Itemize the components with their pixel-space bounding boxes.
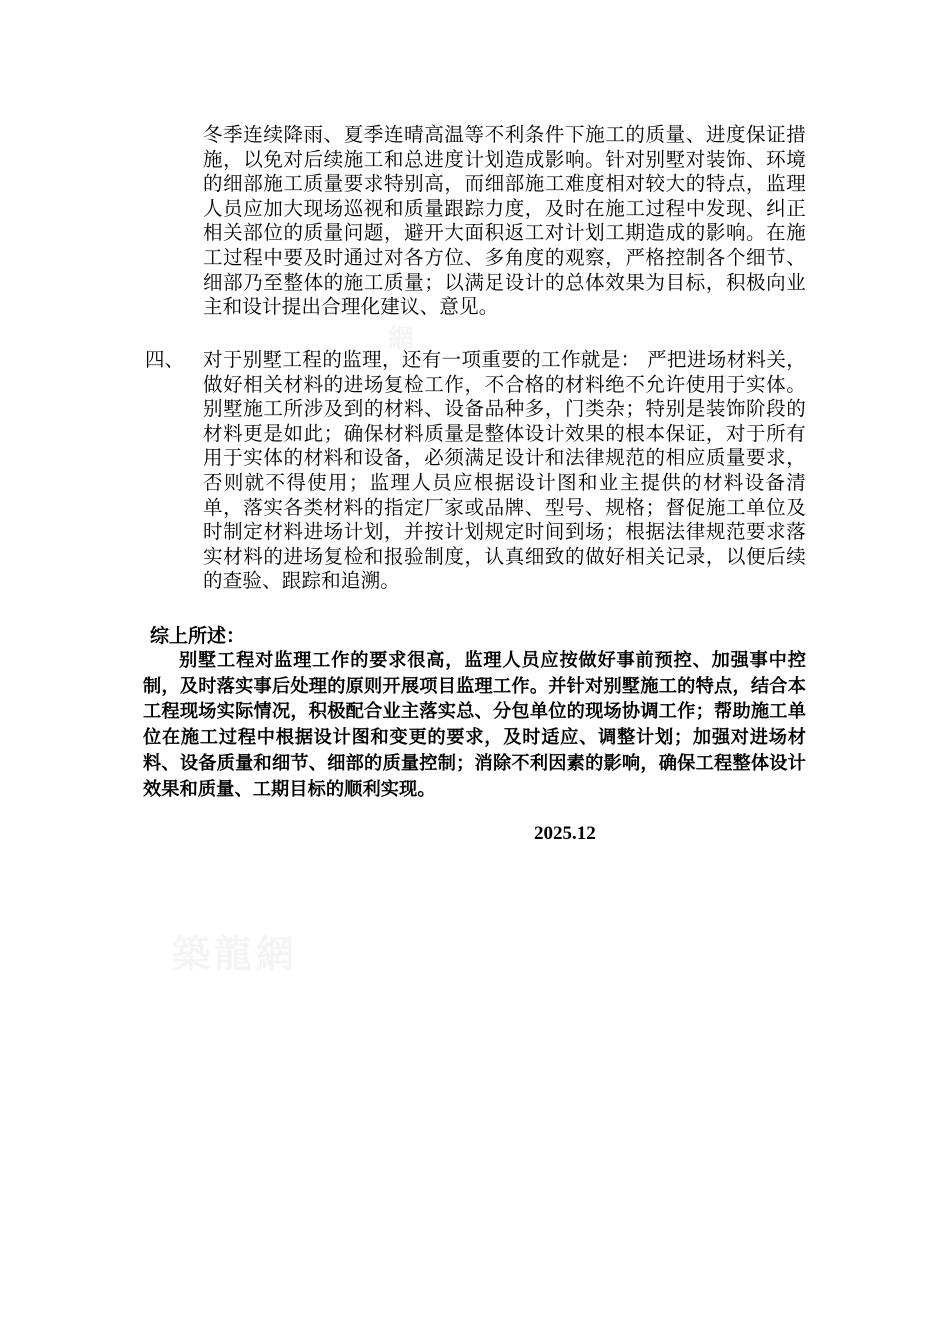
list-marker-four: 四、 bbox=[145, 348, 185, 371]
document-date: 2025.12 bbox=[534, 823, 596, 844]
continuation-paragraph: 冬季连续降雨、夏季连晴高温等不利条件下施工的质量、进度保证措施，以免对后续施工和总进度计划造成影响。针对别墅对装饰、环境的细部施工质量要求特别高，而细部施工难度相对较大的特点，监理人员应加大现场巡视和质量跟踪力度，及时在施工过程中发现、纠正相关部位的质量问题，避开大面积返工对计划工期造成的影响。在施工过程中要及时通过对各方位、多角度的观察，严格控制各个细节、细部乃至整体的施工质量；以满足设计的总体效果为目标，积极向业主和设计提出合理化建议、意见。 bbox=[203, 123, 806, 319]
list-item-four-text: 对于别墅工程的监理，还有一项重要的工作就是： 严把进场材料关，做好相关材料的进场复检工作，不合格的材料绝不允许使用于实体。别墅施工所涉及到的材料、设备品种多，门类杂；特别是装饰阶段的材料更是如此；确保材料质量是整体设计效果的根本保证，对于所有用于实体的材料和设备，必须满足设计和法律规范的相应质量要求，否则就不得使用；监理人员应根据设计图和业主提供的材料设备清单，落实各类材料的指定厂家或品牌、型号、规格；督促施工单位及时制定材料进场计划，并按计划规定时间到场；根据法律规范要求落实材料的进场复检和报验制度，认真细致的做好相关记录，以便后续的查验、跟踪和追溯。 bbox=[203, 348, 806, 593]
watermark-logo bbox=[172, 923, 298, 978]
summary-paragraph: 别墅工程对监理工作的要求很高，监理人员应按做好事前预控、加强事中控制，及时落实事后处理的原则开展项目监理工作。并针对别墅施工的特点，结合本工程现场实际情况，积极配合业主落实总、分包单位的现场协调工作；帮助施工单位在施工过程中根据设计图和变更的要求，及时适应、调整计划；加强对进场材料、设备质量和细节、细部的质量控制；消除不利因素的影响，确保工程整体设计效果和质量、工期目标的顺利实现。 bbox=[143, 650, 806, 800]
summary-heading: 综上所述： bbox=[150, 625, 246, 647]
